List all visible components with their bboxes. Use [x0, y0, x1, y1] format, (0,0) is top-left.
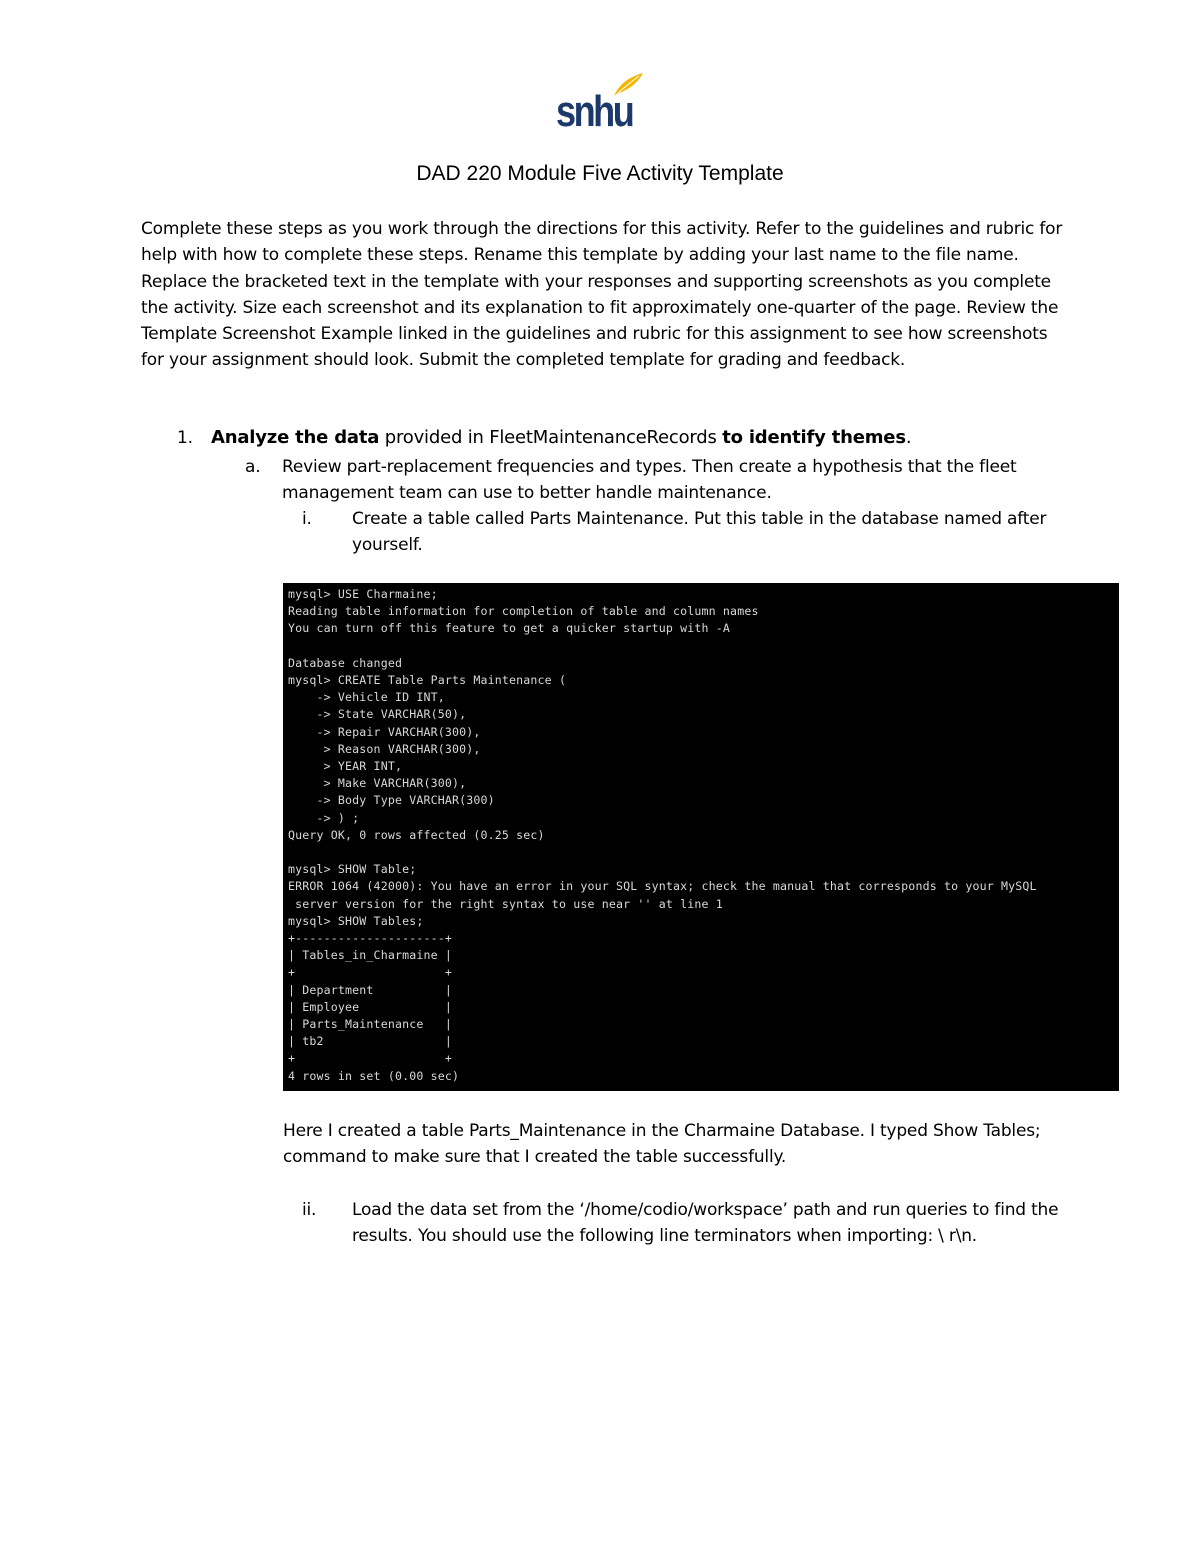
terminal-line: You can turn off this feature to get a quicker startup with -A	[288, 621, 731, 636]
document-title: DAD 220 Module Five Activity Template	[416, 162, 784, 185]
terminal-screenshot	[283, 583, 1119, 1091]
step-1a-i-numeral: i.	[302, 509, 312, 529]
terminal-line: -> State VARCHAR(50),	[288, 707, 467, 722]
step-1a-text: Review part-replacement frequencies and types. Then create a hypothesis that the fleet management team can use to better handle maintenance.	[282, 457, 1017, 504]
terminal-line: > YEAR INT,	[288, 759, 403, 774]
terminal-line: ERROR 1064 (42000): You have an error in your SQL syntax; check the manual that corresponds to your MySQL	[288, 879, 1037, 894]
terminal-line: 4 rows in set (0.00 sec)	[288, 1068, 460, 1083]
terminal-line: | tb2 |	[288, 1034, 452, 1049]
terminal-line: + +	[288, 965, 452, 980]
logo-wordmark: snhu	[556, 87, 633, 136]
terminal-line: -> Repair VARCHAR(300),	[288, 724, 481, 739]
intro-paragraph: Complete these steps as you work through the directions for this activity. Refer to the guidelines and rubric for help with how to complete these steps. Rename this template by adding your last name to the file name. Replace the bracketed text in the template with your responses and supporting screenshots as you complete the activity. Size each screenshot and its explanation to fit approximately one-quarter of the page. Review the Template Screenshot Example linked in the guidelines and rubric for this assignment to see how screenshots for your assignment should look. Submit the completed template for grading and feedback.	[141, 219, 1063, 371]
step-1a-letter: a.	[245, 457, 261, 477]
terminal-line: mysql> SHOW Tables;	[288, 913, 424, 928]
step-1-text	[211, 425, 911, 451]
step-1-bold-identify: to identify themes	[722, 427, 906, 448]
snhu-logo	[556, 72, 640, 134]
terminal-line: Query OK, 0 rows affected (0.25 sec)	[288, 827, 545, 842]
terminal-line: > Reason VARCHAR(300),	[288, 741, 481, 756]
step-1-number: 1.	[177, 428, 193, 448]
terminal-output	[288, 586, 1114, 1085]
terminal-line: | Parts_Maintenance |	[288, 1017, 452, 1032]
step-1a-ii-text: Load the data set from the ‘/home/codio/workspace’ path and run queries to find the results. You should use the following line terminators when importing: \ r\n.	[352, 1200, 1059, 1247]
terminal-line: +---------------------+	[288, 931, 452, 946]
terminal-line: mysql> CREATE Table Parts Maintenance (	[288, 673, 567, 688]
terminal-line: | Employee |	[288, 999, 452, 1014]
step-1-end: .	[905, 427, 912, 448]
step-1-bold-analyze: Analyze the data	[211, 427, 380, 448]
terminal-line: + +	[288, 1051, 452, 1066]
terminal-line: Reading table information for completion of table and column names	[288, 604, 759, 619]
terminal-line: Database changed	[288, 655, 403, 670]
terminal-line: -> ) ;	[288, 810, 360, 825]
step-1a-i-text: Create a table called Parts Maintenance. Put this table in the database named after yourself.	[352, 509, 1047, 556]
screenshot-explanation: Here I created a table Parts_Maintenance in the Charmaine Database. I typed Show Tables; command to make sure that I created the table successfully.	[283, 1121, 1041, 1168]
terminal-line: | Department |	[288, 982, 452, 997]
terminal-line: > Make VARCHAR(300),	[288, 776, 467, 791]
step-1a-ii-numeral: ii.	[302, 1200, 317, 1220]
terminal-line: server version for the right syntax to use near '' at line 1	[288, 896, 723, 911]
terminal-line: -> Body Type VARCHAR(300)	[288, 793, 495, 808]
terminal-line: | Tables_in_Charmaine |	[288, 948, 452, 963]
terminal-line: mysql> USE Charmaine;	[288, 587, 438, 601]
terminal-line: -> Vehicle ID INT,	[288, 690, 445, 705]
step-1-mid-text: provided in FleetMaintenanceRecords	[379, 427, 723, 448]
terminal-line: mysql> SHOW Table;	[288, 862, 417, 877]
